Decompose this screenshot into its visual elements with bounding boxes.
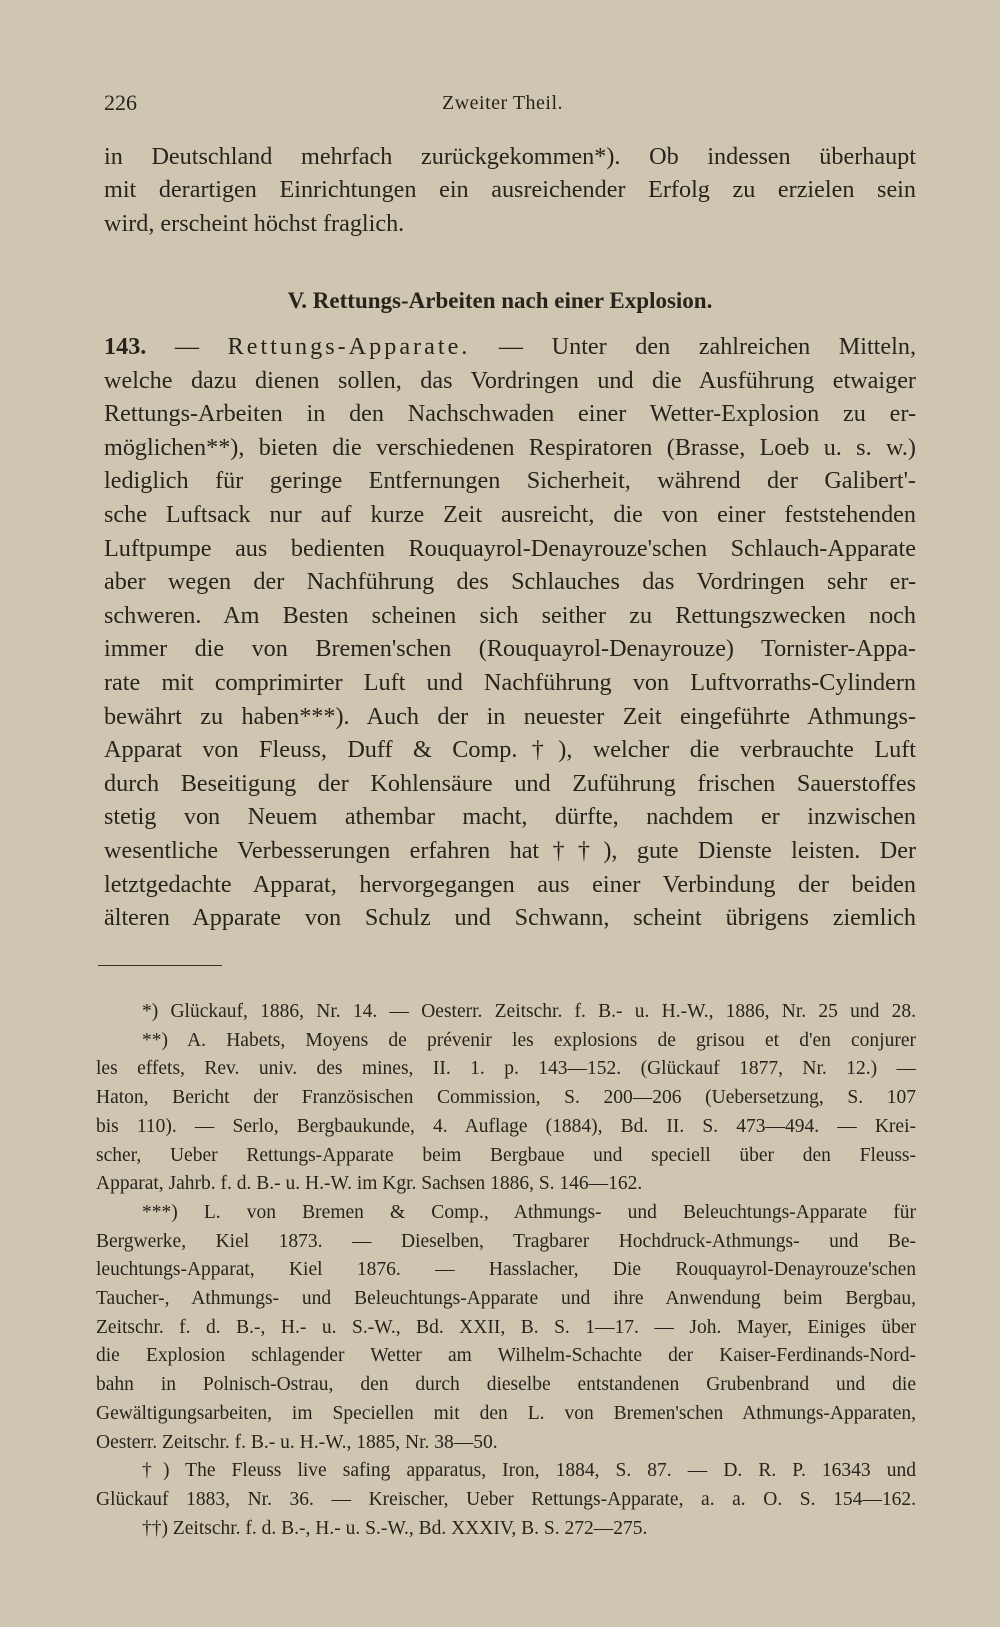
text-line: Apparat von Fleuss, Duff & Comp.†), welcher die verbrauchte Luft	[104, 736, 916, 764]
text-line: Luftpumpe aus bedienten Rouquayrol-Denayrouze'schen Schlauch-Apparate	[104, 534, 916, 562]
text-line: Rettungs-Arbeiten in den Nachschwaden einer Wetter-Explosion zu er-	[104, 400, 916, 428]
paragraph-143	[104, 330, 916, 935]
footnote-line: Glückauf 1883, Nr. 36. — Kreischer, Ueber Rettungs-Apparate, a. a. O. S. 154—162.	[96, 1488, 916, 1510]
footnote-rule	[98, 965, 222, 966]
text-line: lediglich für geringe Entfernungen Sicherheit, während der Galibert'-	[104, 467, 916, 495]
footnote-line: ††) Zeitschr. f. d. B.-, H.- u. S.-W., Bd. XXXIV, B. S. 272—275.	[142, 1517, 648, 1539]
section-heading: V. Rettungs-Arbeiten nach einer Explosion.	[287, 288, 713, 313]
footnote-line: scher, Ueber Rettungs-Apparate beim Bergbaue und speciell über den Fleuss-	[96, 1144, 916, 1166]
text-line: möglichen**), bieten die verschiedenen Respiratoren (Brasse, Loeb u. s. w.)	[104, 433, 916, 461]
text-line: wird, erscheint höchst fraglich.	[104, 209, 405, 237]
text-line: bewährt zu haben***). Auch der in neuester Zeit eingeführte Athmungs-	[104, 702, 916, 730]
text-line: aber wegen der Nachführung des Schlauches das Vordringen sehr er-	[104, 568, 916, 596]
footnote-line: ***) L. von Bremen & Comp., Athmungs- und Beleuchtungs-Apparate für	[142, 1201, 916, 1223]
footnote-line: Bergwerke, Kiel 1873. — Dieselben, Tragbarer Hochdruck-Athmungs- und Be-	[96, 1230, 916, 1252]
footnote-line: Taucher-, Athmungs- und Beleuchtungs-Apparate und ihre Anwendung beim Bergbau,	[96, 1288, 916, 1310]
footnotes	[96, 998, 916, 1543]
intro-text	[104, 140, 916, 240]
footnote-line: bahn in Polnisch-Ostrau, den durch dieselbe entstandenen Grubenbrand und die	[96, 1374, 916, 1396]
page-header	[104, 90, 916, 124]
text-line: welche dazu dienen sollen, das Vordringen und die Ausführung etwaiger	[104, 366, 916, 394]
text-line: stetig von Neuem athembar macht, dürfte, nachdem er inzwischen	[104, 803, 916, 831]
text-line: schweren. Am Besten scheinen sich seither zu Rettungszwecken noch	[104, 601, 916, 629]
paragraph-first-line	[104, 330, 916, 364]
footnote-line: leuchtungs-Apparat, Kiel 1876. — Hasslacher, Die Rouquayrol-Denayrouze'schen	[96, 1259, 916, 1281]
paragraph-first-line-rest: — Unter den zahlreichen Mitteln,	[470, 333, 916, 360]
paragraph-dash: —	[146, 333, 228, 360]
text-line: letztgedachte Apparat, hervorgegangen aus einer Verbindung der beiden	[104, 870, 916, 898]
text-line: immer die von Bremen'schen (Rouquayrol-Denayrouze) Tornister-Appa-	[104, 635, 916, 663]
page-number: 226	[104, 90, 137, 115]
footnote-line: Oesterr. Zeitschr. f. B.- u. H.-W., 1885, Nr. 38—50.	[96, 1431, 498, 1453]
footnote-line: Apparat, Jahrb. f. d. B.- u. H.-W. im Kgr. Sachsen 1886, S. 146—162.	[96, 1173, 643, 1195]
text-line: sche Luftsack nur auf kurze Zeit ausreicht, die von einer feststehenden	[104, 500, 916, 528]
text-line: in Deutschland mehrfach zurückgekommen*). Ob indessen überhaupt	[104, 143, 916, 170]
paragraph-number: 143.	[104, 333, 147, 360]
text-line: rate mit comprimirter Luft und Nachführung von Luftvorraths-Cylindern	[104, 668, 916, 696]
footnote-line: die Explosion schlagender Wetter am Wilhelm-Schachte der Kaiser-Ferdinands-Nord-	[96, 1345, 916, 1367]
footnote-line: *) Glückauf, 1886, Nr. 14. — Oesterr. Zeitschr. f. B.- u. H.-W., 1886, Nr. 25 und 28.	[142, 1001, 916, 1022]
footnote-line: Gewältigungsarbeiten, im Speciellen mit den L. von Bremen'schen Athmungs-Apparaten,	[96, 1402, 916, 1424]
footnote-line: Haton, Bericht der Französischen Commission, S. 200—206 (Uebersetzung, S. 107	[96, 1087, 916, 1109]
footnote-line: **) A. Habets, Moyens de prévenir les explosions de grisou et d'en conjurer	[142, 1029, 916, 1051]
footnote-line: Zeitschr. f. d. B.-, H.- u. S.-W., Bd. XXII, B. S. 1—17. — Joh. Mayer, Einiges über	[96, 1316, 916, 1338]
footnote-line: bis 110). — Serlo, Bergbaukunde, 4. Auflage (1884), Bd. II. S. 473—494. — Krei-	[96, 1115, 916, 1137]
text-line: älteren Apparate von Schulz und Schwann, scheint übrigens ziemlich	[104, 904, 916, 932]
footnote-line: †) The Fleuss live safing apparatus, Iron, 1884, S. 87. — D. R. P. 16343 und	[142, 1460, 916, 1482]
text-line: mit derartigen Einrichtungen ein ausreichender Erfolg zu erzielen sein	[104, 176, 916, 204]
footnote-line: les effets, Rev. univ. des mines, II. 1. p. 143—152. (Glückauf 1877, Nr. 12.) —	[96, 1058, 916, 1080]
paragraph-title: Rettungs-Apparate.	[227, 333, 471, 360]
text-line: durch Beseitigung der Kohlensäure und Zuführung frischen Sauerstoffes	[104, 769, 916, 797]
running-title: Zweiter Theil.	[442, 92, 564, 114]
text-line: wesentliche Verbesserungen erfahren hat††), gute Dienste leisten. Der	[104, 836, 916, 864]
